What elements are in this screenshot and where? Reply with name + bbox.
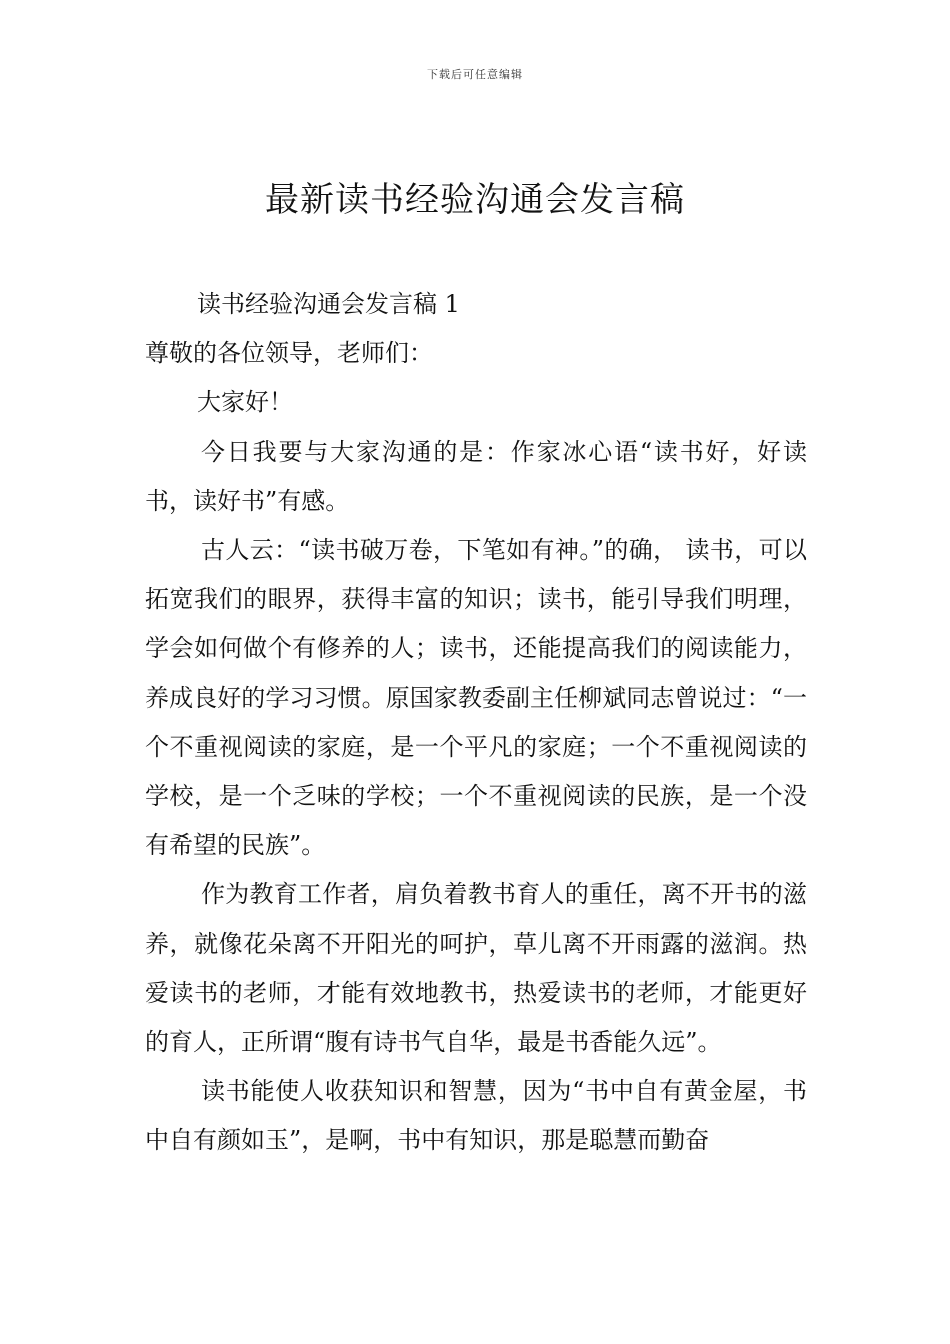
paragraph-3: 作为教育工作者，肩负着教书育人的重任，离不开书的滋养，就像花朵离不开阳光的呵护，草儿离不开雨露的滋润。热爱读书的老师，才能有效地教书，热爱读书的老师，才能更好的育人，正所谓“腹有诗书气自华，最是书香能久远”。 — [145, 880, 807, 1057]
greeting: 大家好！ — [197, 388, 293, 417]
salutation: 尊敬的各位领导，老师们： — [145, 339, 433, 368]
paragraph-2: 古人云：“读书破万卷，下笔如有神。”的确， 读书，可以拓宽我们的眼界，获得丰富的知识；读书，能引导我们明理，学会如何做个有修养的人；读书，还能提高我们的阅读能力，养成良好的学习习惯。原国家教委副主任柳斌同志曾说过：“一个不重视阅读的家庭，是一个平凡的家庭；一个不重视阅读的学校，是一个乏味的学校；一个不重视阅读的民族，是一个没有希望的民族”。 — [145, 536, 807, 860]
download-note: 下载后可任意编辑 — [427, 68, 523, 81]
document-subtitle: 读书经验沟通会发言稿 1 — [197, 290, 460, 318]
paragraph-4: 读书能使人收获知识和智慧，因为“书中自有黄金屋，书中自有颜如玉”，是啊，书中有知识，那是聪慧而勤奋 — [145, 1077, 807, 1155]
paragraph-1: 今日我要与大家沟通的是：作家冰心语“读书好，好读书，读好书”有感。 — [145, 437, 807, 515]
document-title: 最新读书经验沟通会发言稿 — [265, 180, 685, 220]
document-body — [145, 280, 807, 1166]
